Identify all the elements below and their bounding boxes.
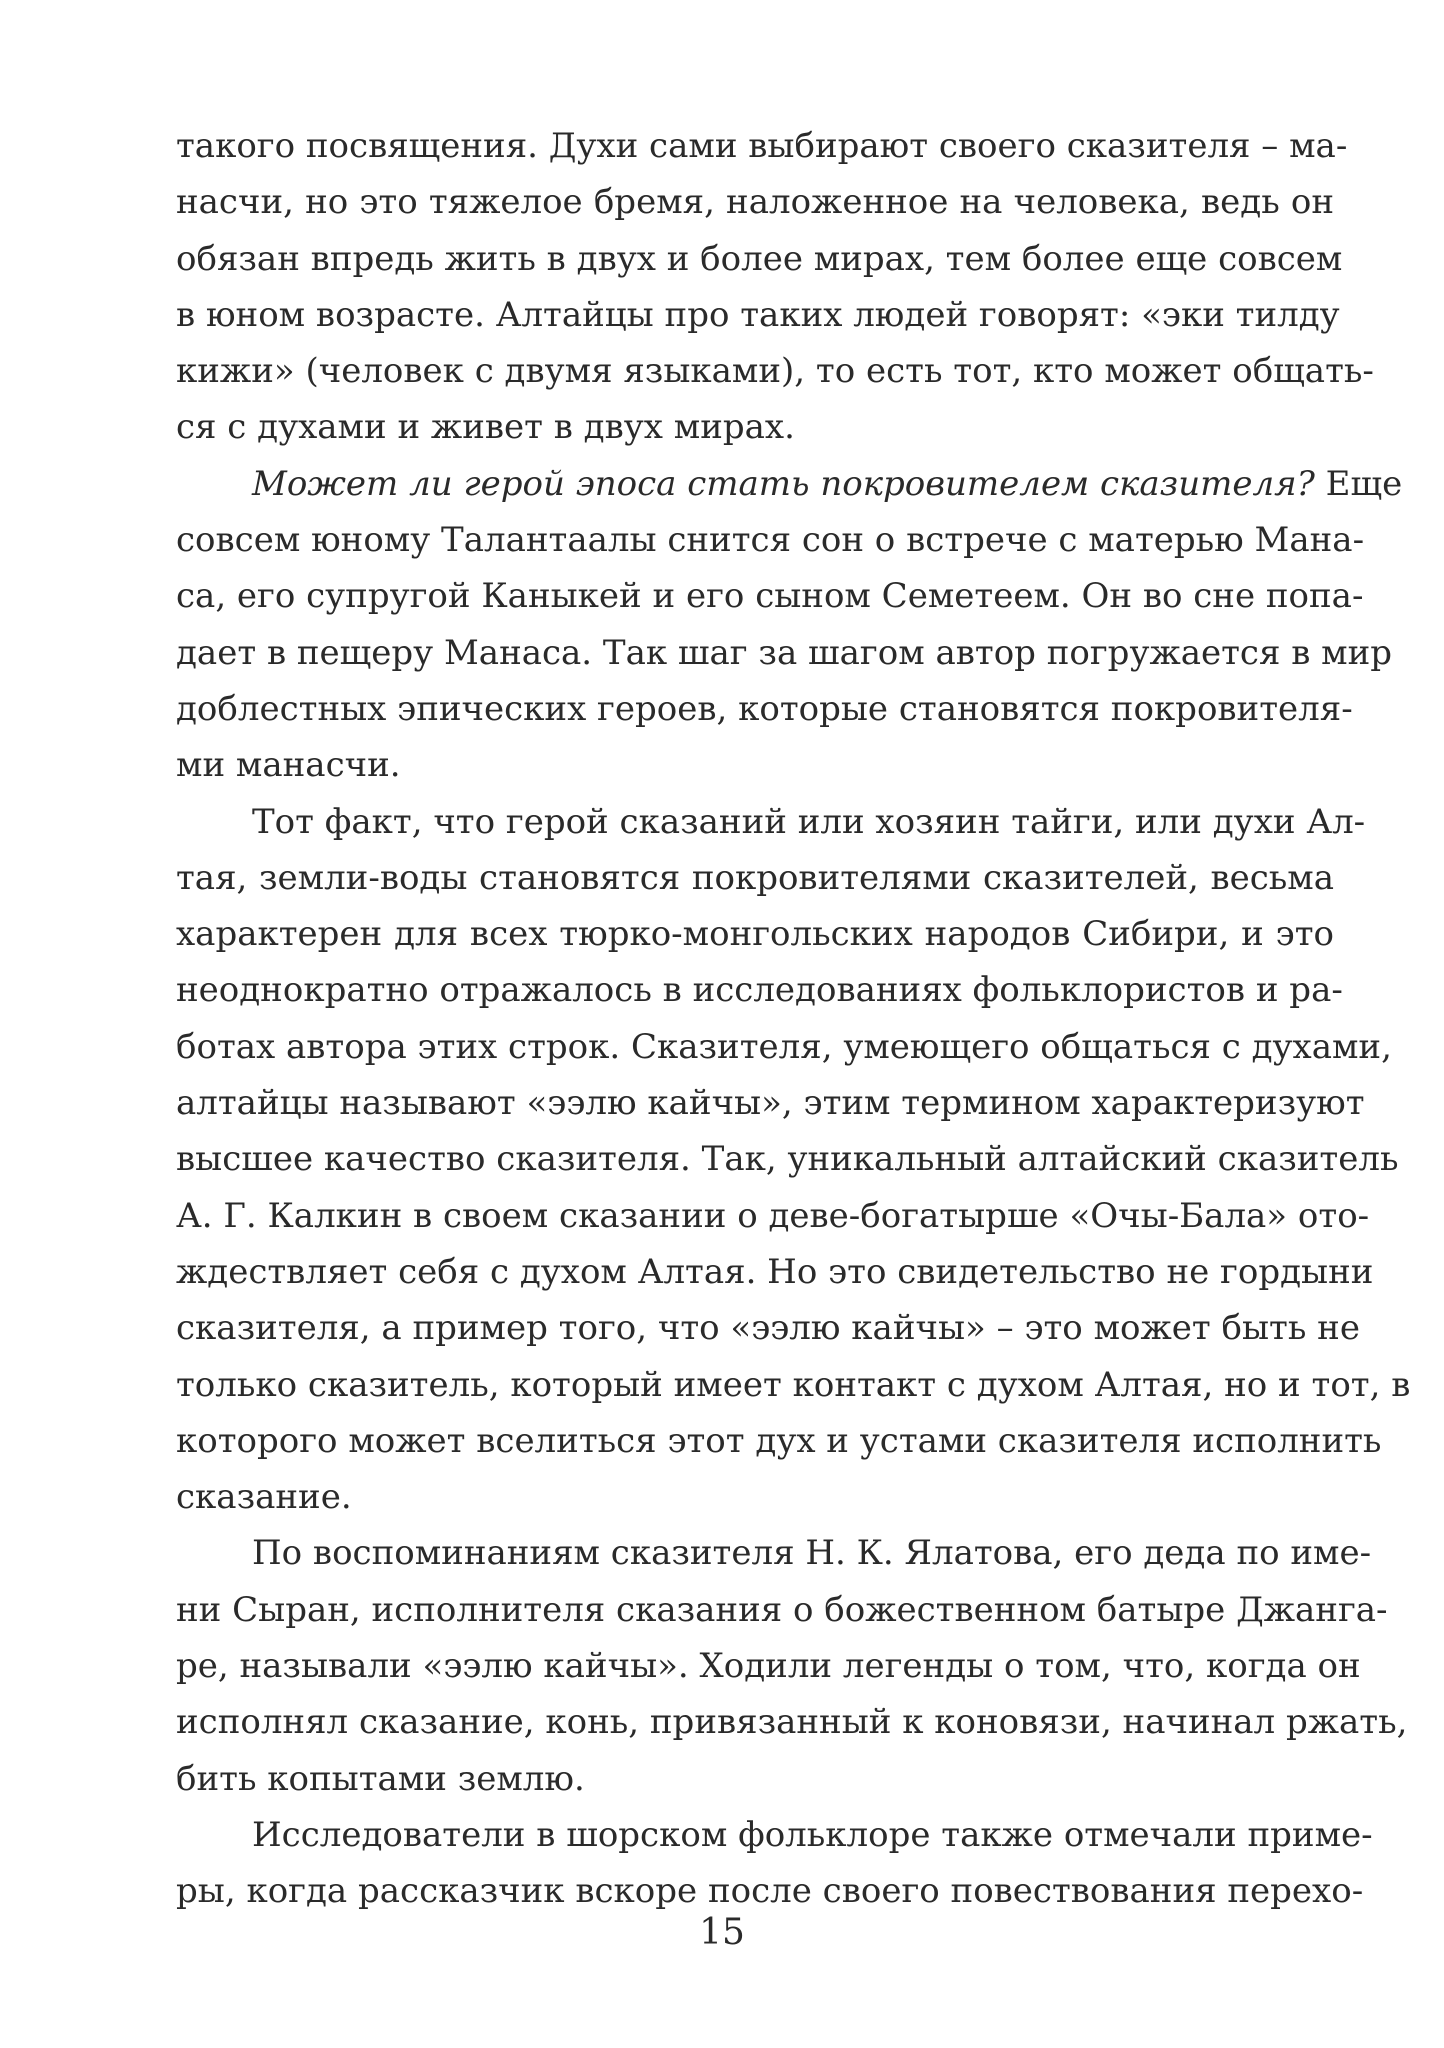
text-line: Тот факт, что герой сказаний или хозяин тайги, или духи Ал- [252, 801, 1366, 842]
text-line: насчи, но это тяжелое бремя, наложенное на человека, ведь он [176, 182, 1334, 223]
text-line: ся с духами и живет в двух мирах. [176, 407, 795, 448]
text-line [176, 456, 1403, 512]
text-line: сказание. [176, 1477, 352, 1518]
text-line: которого может вселиться этот дух и устами сказителя исполнить [176, 1420, 1382, 1461]
text-fragment: Еще [1314, 463, 1403, 504]
text-line: совсем юному Талантаалы снится сон о встрече с матерью Мана- [176, 520, 1365, 561]
text-line: кижи» (человек с двумя языками), то есть тот, кто может общать- [176, 351, 1374, 392]
text-line: доблестных эпических героев, которые становятся покровителя- [176, 688, 1353, 729]
text-line: обязан впредь жить в двух и более мирах, тем более еще совсем [176, 238, 1343, 279]
text-line: только сказитель, который имеет контакт с духом Алтая, но и тот, в [176, 1364, 1411, 1405]
text-line: са, его супругой Каныкей и его сыном Семетеем. Он во сне попа- [176, 576, 1364, 617]
text-line: такого посвящения. Духи сами выбирают своего сказителя – ма- [176, 126, 1348, 166]
text-line: По воспоминаниям сказителя Н. К. Ялатова, его деда по име- [252, 1533, 1372, 1574]
italic-question: Может ли герой эпоса стать покровителем сказителя? [252, 463, 1315, 504]
text-line: неоднократно отражалось в исследованиях фольклористов и ра- [176, 970, 1343, 1011]
text-line: ре, называли «ээлю кайчы». Ходили легенды о том, что, когда он [176, 1646, 1361, 1687]
text-line: высшее качество сказителя. Так, уникальный алтайский сказитель [176, 1139, 1399, 1180]
text-line: в юном возрасте. Алтайцы про таких людей говорят: «эки тилду [176, 294, 1340, 335]
page-number: 15 [699, 1912, 745, 1953]
body-text [176, 118, 1411, 1920]
text-line: ми манасчи. [176, 745, 401, 786]
text-line: ры, когда рассказчик вскоре после своего повествования перехо- [176, 1871, 1364, 1912]
text-line: тая, земли-воды становятся покровителями сказителей, весьма [176, 857, 1334, 898]
text-line: Исследователи в шорском фольклоре также отмечали приме- [252, 1814, 1373, 1855]
text-line: алтайцы называют «ээлю кайчы», этим термином характеризуют [176, 1083, 1365, 1124]
text-line: дает в пещеру Манаса. Так шаг за шагом автор погружается в мир [176, 632, 1393, 673]
text-line: А. Г. Калкин в своем сказании о деве-богатырше «Очы-Бала» ото- [176, 1195, 1370, 1236]
text-line: ботах автора этих строк. Сказителя, умеющего общаться с духами, [176, 1026, 1392, 1067]
text-line: сказителя, а пример того, что «ээлю кайчы» – это может быть не [176, 1308, 1360, 1349]
text-line: ждествляет себя с духом Алтая. Но это свидетельство не гордыни [176, 1251, 1374, 1292]
text-line: характерен для всех тюрко-монгольских народов Сибири, и это [176, 914, 1334, 955]
text-line: бить копытами землю. [176, 1758, 585, 1799]
text-line: ни Сыран, исполнителя сказания о божественном батыре Джанга- [176, 1589, 1388, 1630]
text-line: исполнял сказание, конь, привязанный к коновязи, начинал ржать, [176, 1702, 1408, 1743]
